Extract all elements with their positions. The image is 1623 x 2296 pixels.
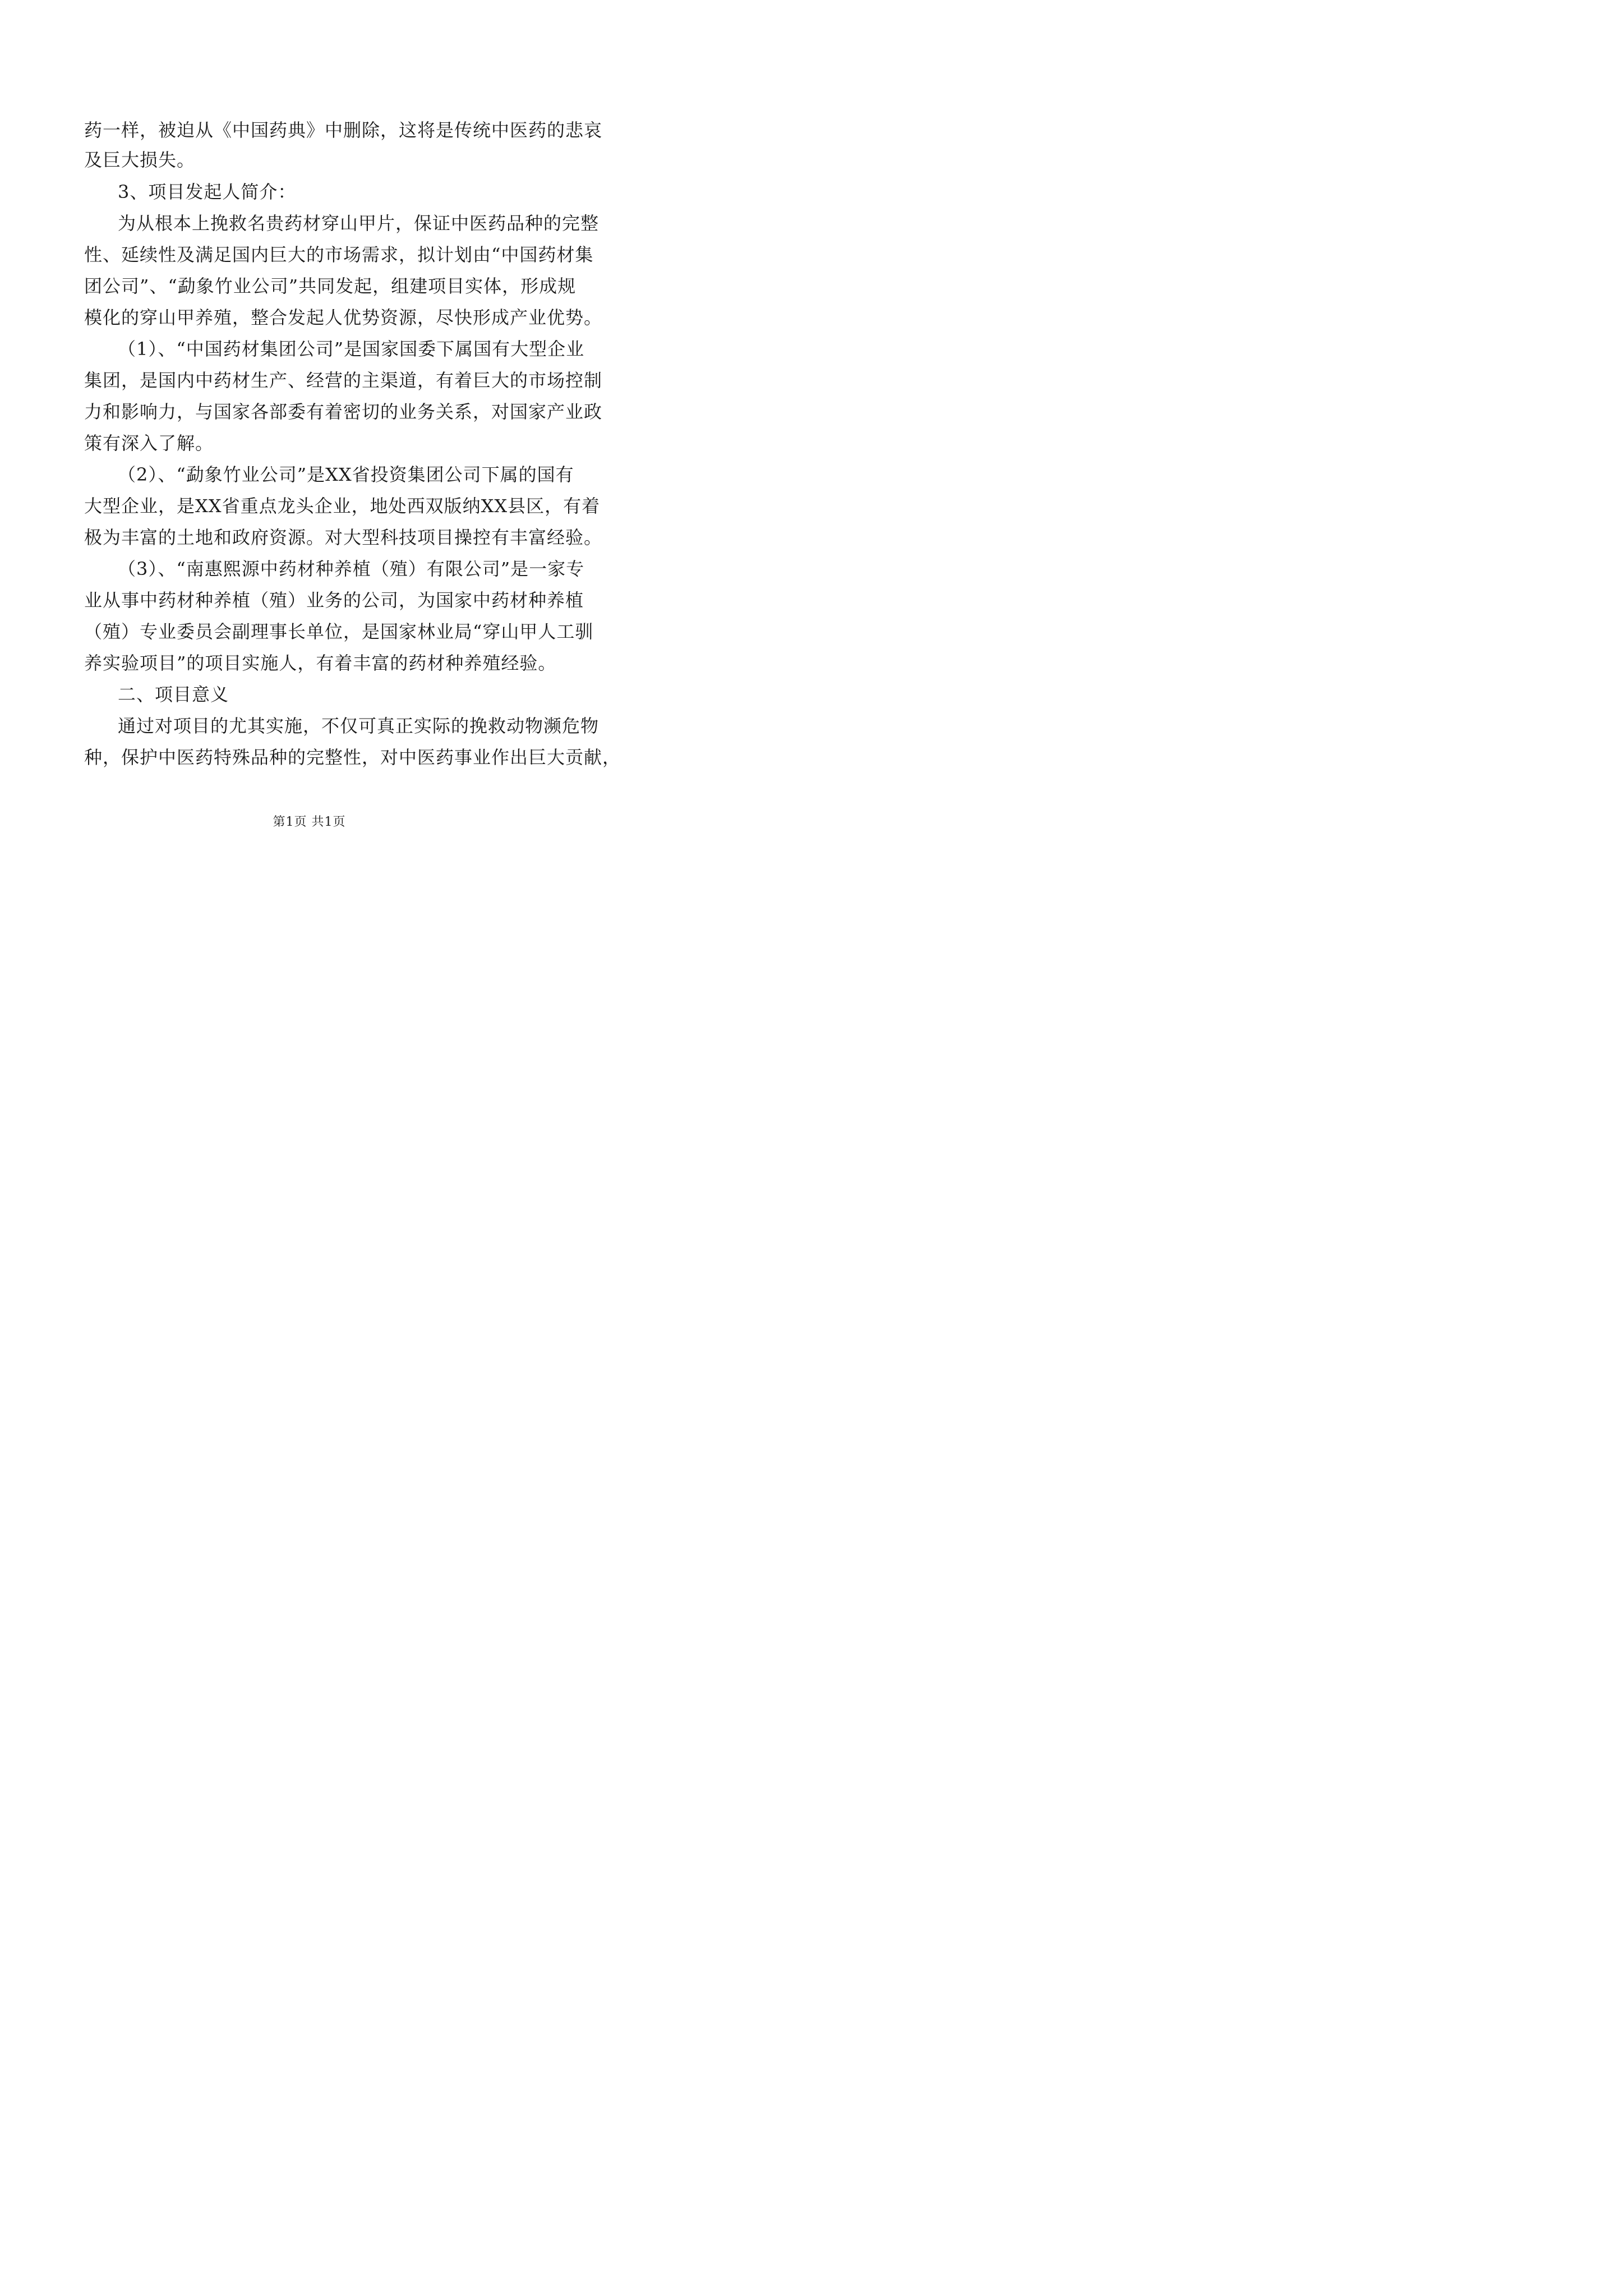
section-heading: 二、项目意义 (118, 684, 229, 705)
body-text-line: 模化的穿山甲养殖，整合发起人优势资源，尽快形成产业优势。 (84, 307, 603, 328)
body-text-line: 药一样，被迫从《中国药典》中删除，这将是传统中医药的悲哀 (84, 119, 603, 141)
paragraph-start: 通过对项目的尤其实施，不仅可真正实际的挽救动物濒危物 (118, 715, 600, 737)
body-text-line: 性、延续性及满足国内巨大的市场需求，拟计划由“中国药材集 (84, 244, 594, 265)
paragraph-start: （2）、“勐象竹业公司”是XX省投资集团公司下属的国有 (118, 464, 574, 485)
paragraph-start: 为从根本上挽救名贵药材穿山甲片，保证中医药品种的完整 (118, 213, 600, 234)
body-text-line: 集团，是国内中药材生产、经营的主渠道，有着巨大的市场控制 (84, 370, 603, 391)
body-text-line: 策有深入了解。 (84, 432, 214, 454)
body-text-line: 团公司”、“勐象竹业公司”共同发起，组建项目实体，形成规 (84, 275, 577, 297)
document-page (0, 0, 619, 875)
body-text-line: （殖）专业委员会副理事长单位，是国家林业局“穿山甲人工驯 (84, 621, 594, 642)
section-heading: 3、项目发起人简介： (118, 181, 297, 203)
page-footer: 第1页 共1页 (273, 815, 346, 829)
body-text-line: 养实验项目”的项目实施人，有着丰富的药材种养殖经验。 (84, 652, 557, 674)
body-text-line: 及巨大损失。 (84, 149, 196, 171)
paragraph-start: （3）、“南惠熙源中药材种养植（殖）有限公司”是一家专 (118, 558, 585, 579)
body-text-line: 大型企业，是XX省重点龙头企业，地处西双版纳XX县区，有着 (84, 495, 601, 517)
paragraph-start: （1）、“中国药材集团公司”是国家国委下属国有大型企业 (118, 338, 585, 360)
body-text-line: 种，保护中医药特殊品种的完整性，对中医药事业作出巨大贡献， (84, 747, 621, 768)
body-text-line: 极为丰富的土地和政府资源。对大型科技项目操控有丰富经验。 (84, 527, 603, 548)
body-text-line: 业从事中药材种养植（殖）业务的公司，为国家中药材种养植 (84, 590, 584, 611)
body-text-line: 力和影响力，与国家各部委有着密切的业务关系，对国家产业政 (84, 401, 603, 422)
